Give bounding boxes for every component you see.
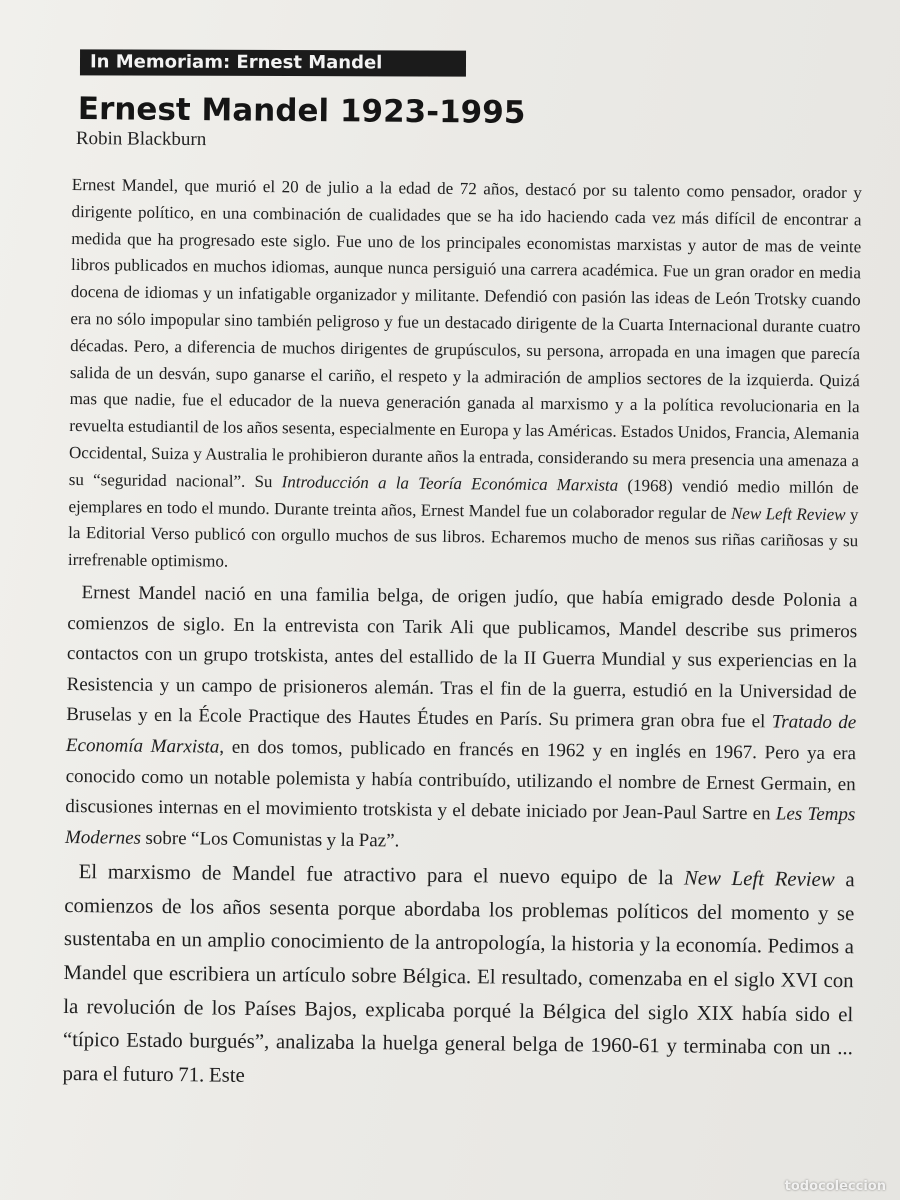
article-author: Robin Blackburn [75,128,207,151]
article-title: Ernest Mandel 1923-1995 [77,91,526,131]
paragraph-2-text-c: sobre “Los Comunistas y la Paz”. [140,827,400,852]
section-banner: In Memoriam: Ernest Mandel [80,49,466,76]
watermark-logo: todocoleccion [784,1179,886,1194]
article-body [62,172,862,1099]
paragraph-3 [62,855,854,1098]
paragraph-3-text-b: a comienzos de los años sesenta porque abordaba los problemas políticos del momento y se sustentaba en un amplio conocimiento de la antropología, la historia y la economía. Pedimos a Mandel que escribiera un artículo sobre Bélgica. El resultado, comenzaba en el siglo XVI con la revolución de los Países Bajos, explicaba porqué la Bélgica del siglo XIX había sido el “típico Estado burgués”, analizaba la huelga general belga de 1960-61 y terminaba con un ... para el futuro 71. Este [62,868,855,1087]
journal-title-temps-modernes: Les Temps Modernes [64,803,856,849]
paragraph-2 [65,578,858,862]
paragraph-1-text-c: y la Editorial Verso publicó con orgullo muchos de sus libros. Echaremos mucho de menos sus riñas cariñosas y su irrefrenable optimismo. [67,504,859,571]
book-title-tratado: Tratado de Economía Marxista [65,711,857,758]
paragraph-2-text-b: , en dos tomos, publicado en francés en 1962 y en inglés en 1967. Pero ya era conocido como un notable polemista y había contribuído, utilizando el nombre de Ernest Germain, en discusiones internas en el movimiento trotskista y el debate iniciado por Jean-Paul Sartre en [65,736,857,825]
paragraph-3-text-a: El marxismo de Mandel fue atractivo para el nuevo equipo de la [78,860,685,890]
journal-title-nlr-2: New Left Review [683,866,835,892]
journal-title-nlr: New Left Review [730,503,846,524]
paragraph-2-text-a: Ernest Mandel nació en una familia belga, de origen judío, que había emigrado desde Polonia a comienzos de siglo. En la entrevista con Tarik Ali que publicamos, Mandel describe sus primeros contactos con un grupo trotskista, antes del estallido de la II Guerra Mundial y sus experiencias en la Resistencia y un campo de prisioneros alemán. Tras el fin de la guerra, estudió en la Universidad de Bruselas y en la École Practique des Hautes Études en París. Su primera gran obra fue el [66,582,858,733]
book-title-introduccion: Introducción a la Teoría Económica Marxista [281,471,619,495]
paragraph-1-text-b: (1968) vendió medio millón de ejemplares en todo el mundo. Durante treinta años, Ernest Mandel fue un colaborador regular de [68,475,859,523]
paragraph-1-text-a: Ernest Mandel, que murió el 20 de julio a la edad de 72 años, destacó por su talento como pensador, orador y dirigente político, en una combinación de cualidades que se ha ido haciendo cada vez más difícil de encontrar a medida que ha progresado este siglo. Fue uno de los principales economistas marxistas y autor de mas de veinte libros publicados en muchos idiomas, aunque nunca persiguió una carrera académica. Fue un gran orador en media docena de idiomas y un infatigable organizador y militante. Defendió con pasión las ideas de León Trotsky cuando era no sólo impopular sino también peligroso y fue un destacado dirigente de la Cuarta Internacional durante cuatro décadas. Pero, a diferencia de muchos dirigentes de grupúsculos, su persona, arropada en una imagen que parecía salida de un desván, supo ganarse el cariño, el respeto y la admiración de amplios sectores de la izquierda. Quizá mas que nadie, fue el educador de la nueva generación ganada al marxismo y a la política revolucionaria en la revuelta estudiantil de los años sesenta, especialmente en Europa y las Américas. Estados Unidos, Francia, Alemania Occidental, Suiza y Australia le prohibieron durante años la entrada, considerando su mera presencia una amenaza a su “seguridad nacional”. Su [68,174,862,491]
paragraph-1 [68,172,862,582]
